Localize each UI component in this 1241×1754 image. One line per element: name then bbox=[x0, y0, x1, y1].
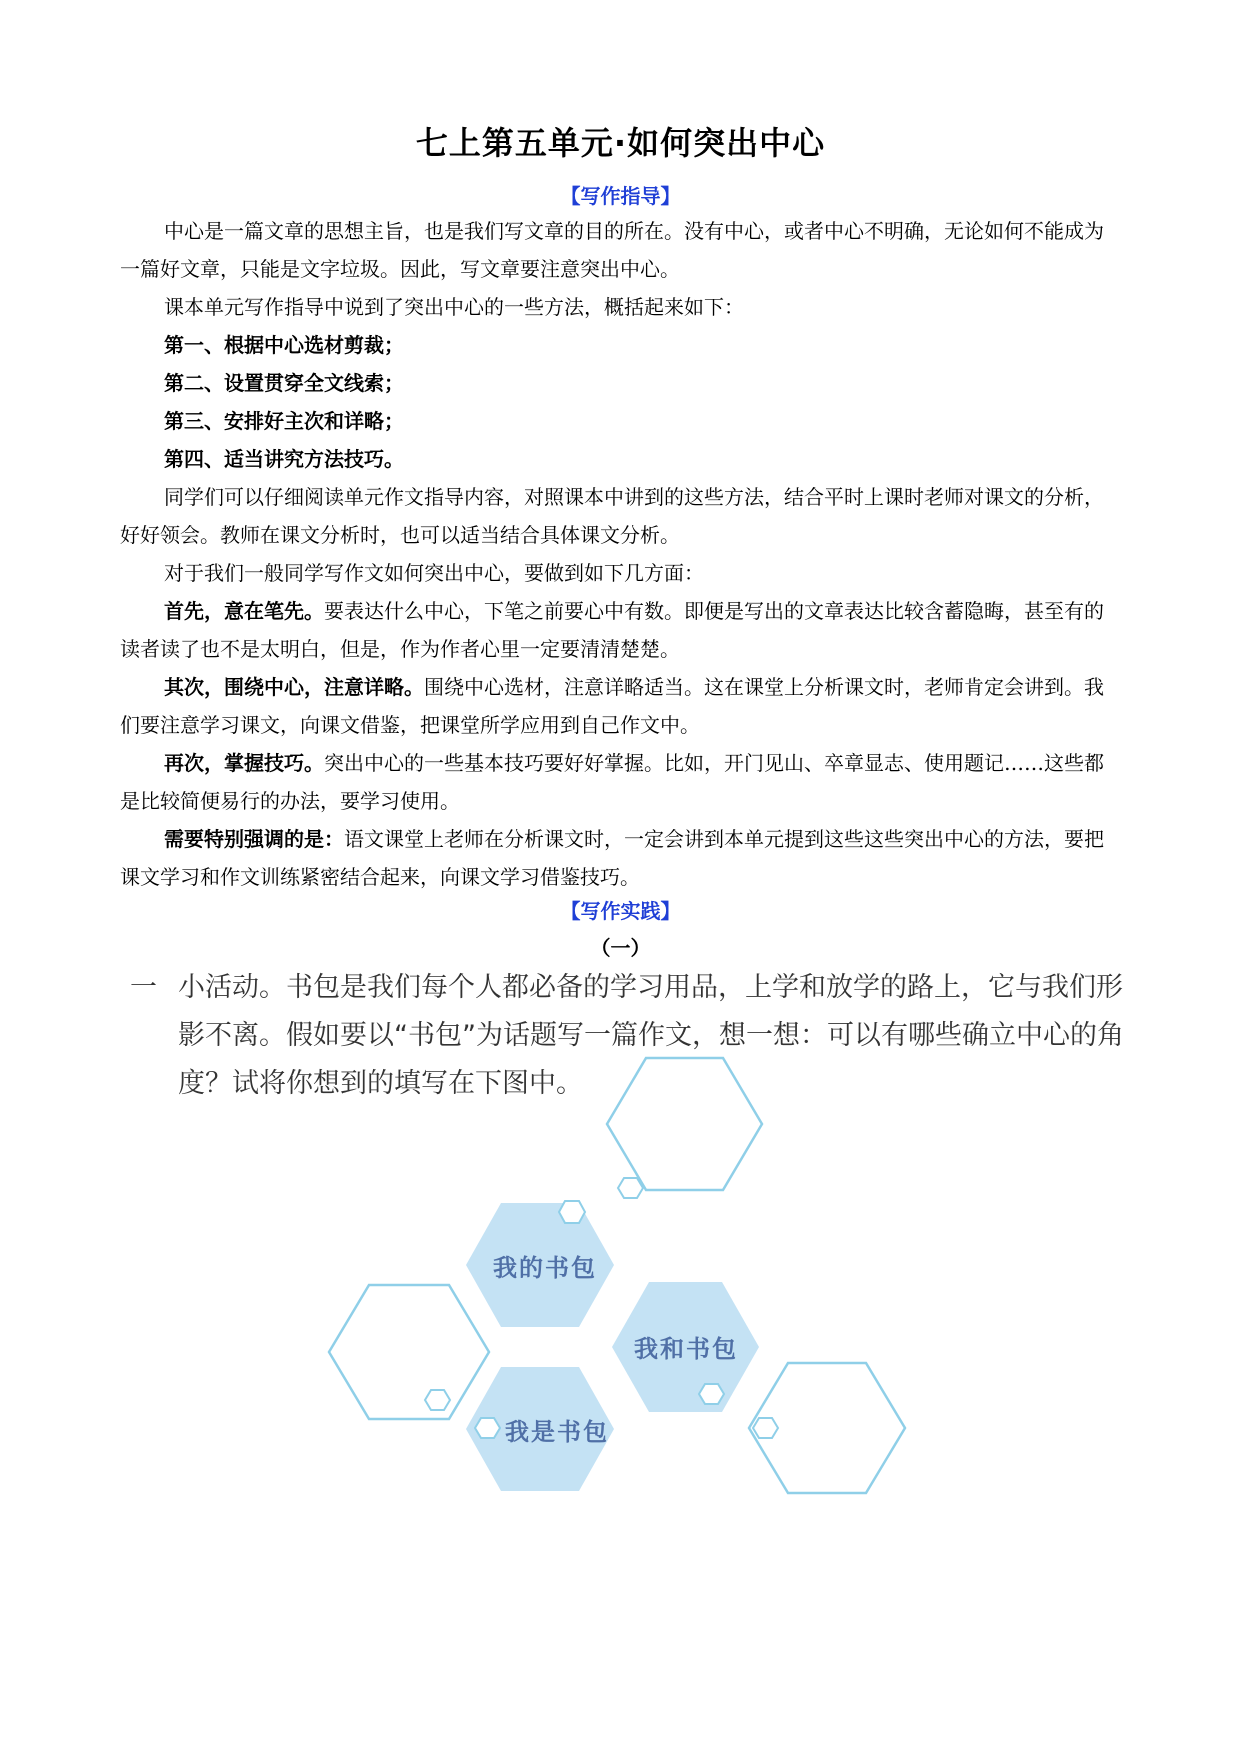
method-4: 第四、适当讲究方法技巧。 bbox=[164, 447, 404, 471]
small-hexagon-icon bbox=[475, 1418, 500, 1438]
paragraph-7-lead: 再次，掌握技巧。 bbox=[164, 751, 324, 775]
label-me-and-schoolbag: 我和书包 bbox=[634, 1334, 738, 1363]
paragraph-8-body: 语文课堂上老师在分析课文时，一定会讲到本单元提到这些这些突出中心的方法，要把课文学习和作文训练紧密结合起来，向课文学习借鉴技巧。 bbox=[120, 827, 1104, 889]
task-text: 小活动。书包是我们每个人都必备的学习用品，上学和放学的路上，它与我们形影不离。假如要以“书包”为话题写一篇作文，想一想：可以有哪些确立中心的角度？试将你想到的填写在下图中。 bbox=[178, 972, 1124, 1099]
empty-hexagon-left bbox=[329, 1285, 489, 1419]
method-3: 第三、安排好主次和详略； bbox=[164, 409, 404, 433]
page-title: 七上第五单元·如何突出中心 bbox=[415, 124, 826, 162]
paragraph-2: 课本单元写作指导中说到了突出中心的一些方法，概括起来如下： bbox=[164, 295, 744, 319]
small-hexagon-icon bbox=[618, 1178, 643, 1198]
paragraph-8-lead: 需要特别强调的是： bbox=[164, 827, 344, 851]
label-i-am-schoolbag: 我是书包 bbox=[505, 1417, 609, 1446]
label-my-schoolbag: 我的书包 bbox=[493, 1253, 597, 1282]
empty-hexagon-top bbox=[607, 1058, 762, 1190]
task-number: 一 bbox=[130, 972, 157, 1003]
practice-heading: 【写作实践】 bbox=[560, 899, 681, 923]
small-hexagon-icon bbox=[425, 1390, 450, 1410]
guide-heading: 【写作指导】 bbox=[560, 184, 681, 208]
paragraph-4: 对于我们一般同学写作文如何突出中心，要做到如下几方面： bbox=[164, 561, 704, 585]
small-hexagon-icon bbox=[753, 1418, 778, 1438]
paragraph-6-body: 围绕中心选材，注意详略适当。这在课堂上分析课文时，老师肯定会讲到。我们要注意学习课文，向课文借鉴，把课堂所学应用到自己作文中。 bbox=[120, 675, 1104, 737]
paragraph-1: 中心是一篇文章的思想主旨，也是我们写文章的目的所在。没有中心，或者中心不明确，无论如何不能成为一篇好文章，只能是文字垃圾。因此，写文章要注意突出中心。 bbox=[120, 219, 1104, 281]
small-hexagon-icon bbox=[699, 1384, 724, 1404]
paragraph-5-body: 要表达什么中心，下笔之前要心中有数。即便是写出的文章表达比较含蓄隐晦，甚至有的读者读了也不是太明白，但是，作为作者心里一定要清清楚楚。 bbox=[120, 599, 1104, 661]
small-hexagon-icon bbox=[559, 1201, 585, 1223]
method-1: 第一、根据中心选材剪裁； bbox=[164, 333, 404, 357]
paragraph-6-lead: 其次，围绕中心，注意详略。 bbox=[164, 675, 424, 699]
paragraph-3: 同学们可以仔细阅读单元作文指导内容，对照课本中讲到的这些方法，结合平时上课时老师对课文的分析，好好领会。教师在课文分析时，也可以适当结合具体课文分析。 bbox=[120, 485, 1104, 547]
practice-sub-heading: （一） bbox=[590, 936, 651, 960]
method-2: 第二、设置贯穿全文线索； bbox=[164, 371, 404, 395]
paragraph-5-lead: 首先，意在笔先。 bbox=[164, 599, 324, 623]
paragraph-7-body: 突出中心的一些基本技巧要好好掌握。比如，开门见山、卒章显志、使用题记……这些都是比较简便易行的办法，要学习使用。 bbox=[120, 751, 1104, 813]
